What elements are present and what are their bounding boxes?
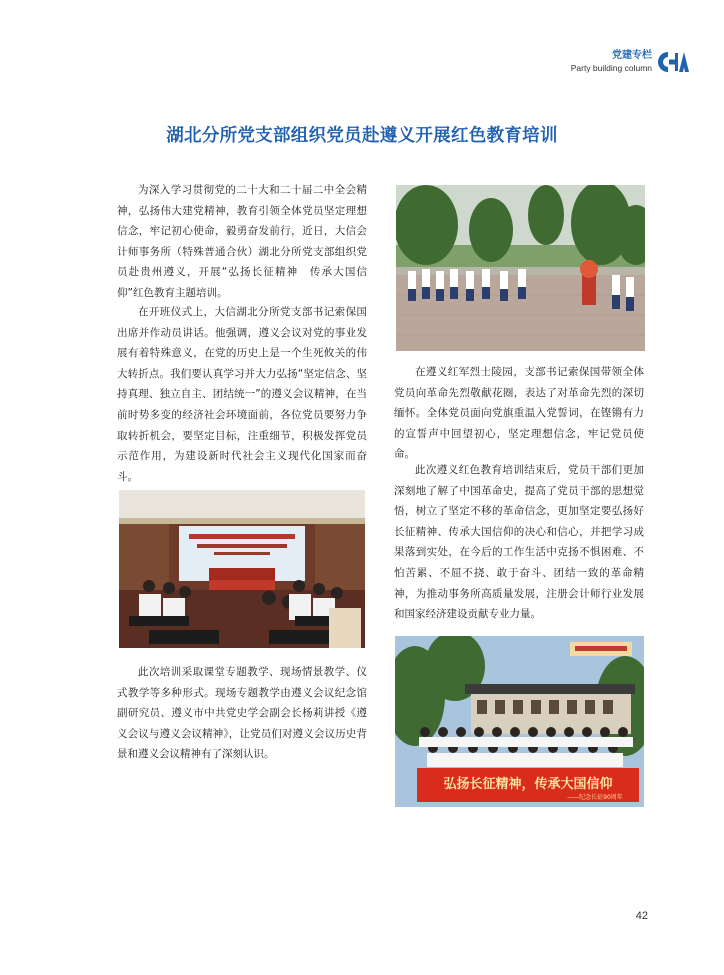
meeting-room-photo bbox=[119, 490, 365, 648]
brand-logo-icon bbox=[658, 50, 690, 74]
paragraph-3: 此次培训采取课堂专题教学、现场情景教学、仪式教学等多种形式。现场专题教学由遵义会议纪念馆副研究员、遵义市中共党史学会副会长杨莉讲授《遵义会议与遵义会议精神》，让党员们对遵义会议历史背景和遵义会议精神有了深刻认识。 bbox=[117, 666, 367, 761]
memorial-ceremony-photo bbox=[396, 185, 645, 351]
page-number: 42 bbox=[635, 910, 648, 922]
paragraph-4: 在遵义红军烈士陵园，支部书记索保国带领全体党员向革命先烈敬献花圈，表达了对革命先烈的深切缅怀。全体党员面向党旗重温入党誓词，在铿锵有力的宣誓声中回望初心，坚定理想信念，牢记党员使命。 bbox=[394, 366, 644, 461]
group-banner-subtext: ——纪念长征90周年 bbox=[567, 794, 623, 801]
column-header bbox=[571, 50, 652, 74]
paragraph-2: 在开班仪式上，大信湖北分所党支部书记索保国出席并作动员讲话。他强调，遵义会议对党的事业发展有着特殊意义，在党的历史上是一个生死攸关的伟大转折点。我们要认真学习并大力弘扬“坚定信念、坚持真理、独立自主、团结统一”的遵义会议精神，在当前时势多变的经济社会环境面前，各位党员要努力争取转折机会，要坚定目标，注重细节，积极发挥党员示范作用，为建设新时代社会主义现代化国家而奋斗。 bbox=[117, 306, 367, 483]
paragraph-5: 此次遵义红色教育培训结束后，党员干部们更加深刻地了解了中国革命史，提高了党员干部的思想觉悟，树立了坚定不移的革命信念，更加坚定要弘扬好长征精神、传承大国信仰的决心和信心，并把学习成果落到实处，在今后的工作生活中克扬不惧困难、不怕苦累、不屈不挠、敢于奋斗、团结一致的革命精神，为推动事务所高质量发展，注册会计师行业发展和国家经济建设贡献专业力量。 bbox=[394, 464, 644, 621]
column-title-cn: 党建专栏 bbox=[612, 50, 652, 61]
article-title: 湖北分所党支部组织党员赴遵义开展红色教育培训 bbox=[166, 126, 558, 146]
group-banner-text: 弘扬长征精神，传承大国信仰 bbox=[443, 777, 613, 792]
paragraph-1: 为深入学习贯彻党的二十大和二十届二中全会精神，弘扬伟大建党精神，教育引领全体党员坚定理想信念，牢记初心使命，毅勇奋发前行，近日，大信会计师事务所（特殊普通合伙）湖北分所党支部组织党员赴贵州遵义，开展“弘扬长征精神 传承大国信仰”红色教育主题培训。 bbox=[117, 184, 367, 299]
group-photo bbox=[395, 636, 644, 807]
column-title-en: Party building column bbox=[570, 63, 652, 73]
